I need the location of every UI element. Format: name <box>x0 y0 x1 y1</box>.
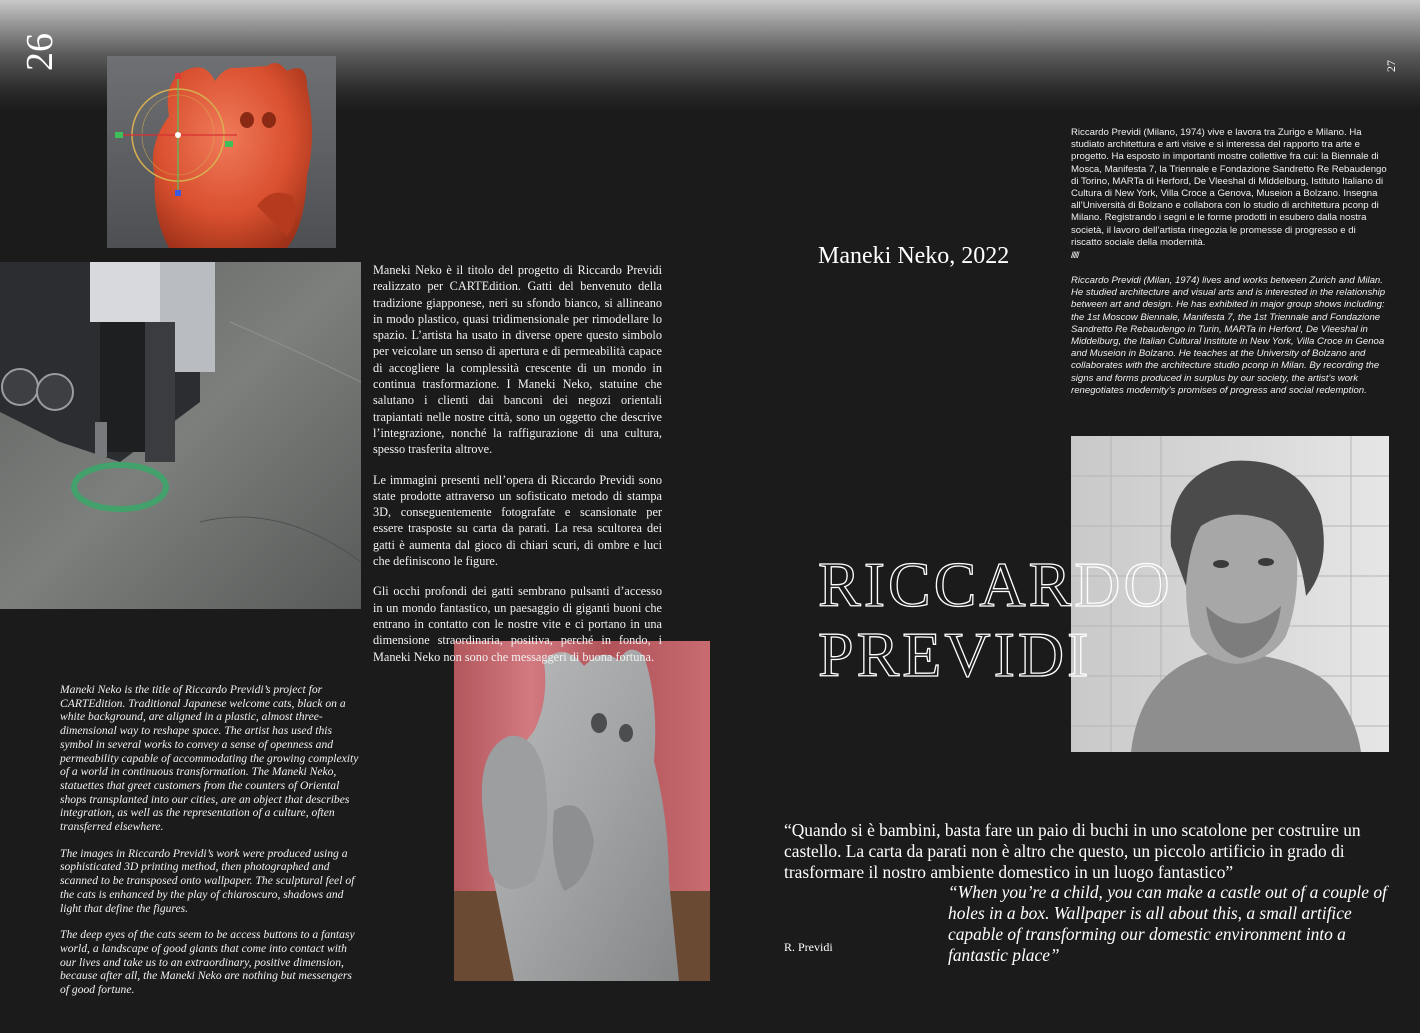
english-paragraph-1: Maneki Neko is the title of Riccardo Previdi’s project for CARTEdition. Traditional Japanese welcome cats, black on a white background, are aligned in a plastic, almost three-dimensional way to reshape space. The artist has used this symbol in several works to convey a sense of openness and permeability capable of accommodating the growing complexity of a world in continuous transformation. The Maneki Neko, statuettes that greet customers from the counters of Oriental shops transplanted into our cities, are an object that describes integration, as well as the representation of a culture, often transferred elsewhere. <box>60 683 359 834</box>
quote-english: “When you’re a child, you can make a castle out of a couple of holes in a box. Wallpaper is all about this, a small artifice capable of transforming our domestic environment into a fantastic place” <box>948 882 1387 965</box>
3d-printer-image <box>0 262 361 609</box>
page-number-right: 27 <box>1384 60 1398 72</box>
grey-printed-cat-image <box>454 641 710 981</box>
artist-bio-italian: Riccardo Previdi (Milano, 1974) vive e lavora tra Zurigo e Milano. Ha studiato architettura e arti visive e si interessa del rapporto tra arte e progetto. Ha esposto in importanti mostre collettive fra cui: la Biennale di Mosca, Manifesta 7, la Triennale e Fondazione Sandretto Re Rebaudengo di Torino, MARTa di Herford, De Vleeshal di Middelburg, Istituto Italiano di Cultura di New York, Villa Croce a Genova, Museion a Bolzano. Insegna all’Università di Bolzano e collabora con lo studio di architettura pconp di Milano. Registrando i segni e le forme prodotti in esubero dalla nostra società, il lavoro dell’artista rinegozia le promesse di progresso e di riscatto sociale della modernità. <box>1071 127 1387 248</box>
work-title: Maneki Neko, 2022 <box>818 243 1010 269</box>
italian-body-text <box>373 262 662 679</box>
quote-attribution: R. Previdi <box>784 940 833 954</box>
english-body-text <box>60 683 362 1010</box>
artist-name-line-1: RICCARDO <box>818 549 1173 620</box>
orange-cat-3d-model-image <box>107 56 336 248</box>
artist-name-line-2: PREVIDI <box>818 619 1092 690</box>
artist-bio-english: Riccardo Previdi (Milan, 1974) lives and works between Zurich and Milan. He studied architecture and visual arts and is interested in the relationship between art and design. He has exhibited in major group shows including: the 1st Moscow Biennale, Manifesta 7, the 1st Triennale and Fondazione Sandretto Re Rebaudengo in Turin, MARTa in Herford, De Vleeshal in Middelburg, the Italian Cultural Institute in New York, Villa Croce in Genoa and Museion in Bolzano. He teaches at the University of Bolzano and collaborates with the architecture studio pconp in Milan. By recording the signs and forms produced in surplus by our society, the artist’s work renegotiates modernity’s promises of progress and social redemption. <box>1071 275 1386 396</box>
english-paragraph-3: The deep eyes of the cats seem to be access buttons to a fantasy world, a landscape of good giants that come into contact with our lives and take us to an extraordinary, positive dimension, because after all, the Maneki Neko are nothing but messengers of good fortune. <box>60 928 355 997</box>
quote-italian: “Quando si è bambini, basta fare un paio di buchi in uno scatolone per costruire un castello. La carta da parati non è altro che questo, un piccolo artificio in grado di trasformare il nostro ambiente domestico in un luogo fantastico” <box>784 820 1361 882</box>
italian-paragraph-1: Maneki Neko è il titolo del progetto di Riccardo Previdi realizzato per CARTEdition. Gatti del benvenuto della tradizione giapponese, neri su sfondo bianco, si allineano in modo plastico, quasi tridimensionale per rimodellare lo spazio. L’artista ha usato in diverse opere questo simbolo per veicolare un senso di apertura e di permeabilità capace di accogliere la complessità crescente di un mondo in continua trasformazione. I Maneki Neko, statuine che salutano i clienti dai banconi dei negozi orientali trapiantati nelle nostre città, sono un oggetto che descrive l’integrazione, nonché la raffigurazione di una cultura, spesso trasferita altrove. <box>373 263 662 457</box>
italian-paragraph-2: Le immagini presenti nell’opera di Riccardo Previdi sono state prodotte attraverso un sofisticato metodo di stampa 3D, conseguentemente fotografate e scansionate per essere trasposte su carta da parati. La resa scultorea dei gatti è aumenta dal gioco di chiari scuri, di ombre e luci che definiscono le figure. <box>373 472 662 569</box>
english-paragraph-2: The images in Riccardo Previdi’s work were produced using a sophisticated 3D printing method, then photographed and scanned to be transposed onto wallpaper. The sculptural feel of the cats is enhanced by the play of chiaroscuro, shadows and light that define the figures. <box>60 846 355 915</box>
separator-slashes: ///// <box>1071 250 1079 260</box>
italian-paragraph-3: Gli occhi profondi dei gatti sembrano pulsanti d’accesso in un mondo fantastico, un paesaggio di giganti buoni che entrano in contatto con le nostre vite e ci portano in una dimensione straordinaria, positiva, perché in fondo, i Maneki Neko non sono che messaggeri di buona fortuna. <box>373 584 662 664</box>
artist-name <box>818 550 1238 690</box>
page-number-left: 26 <box>19 33 61 71</box>
